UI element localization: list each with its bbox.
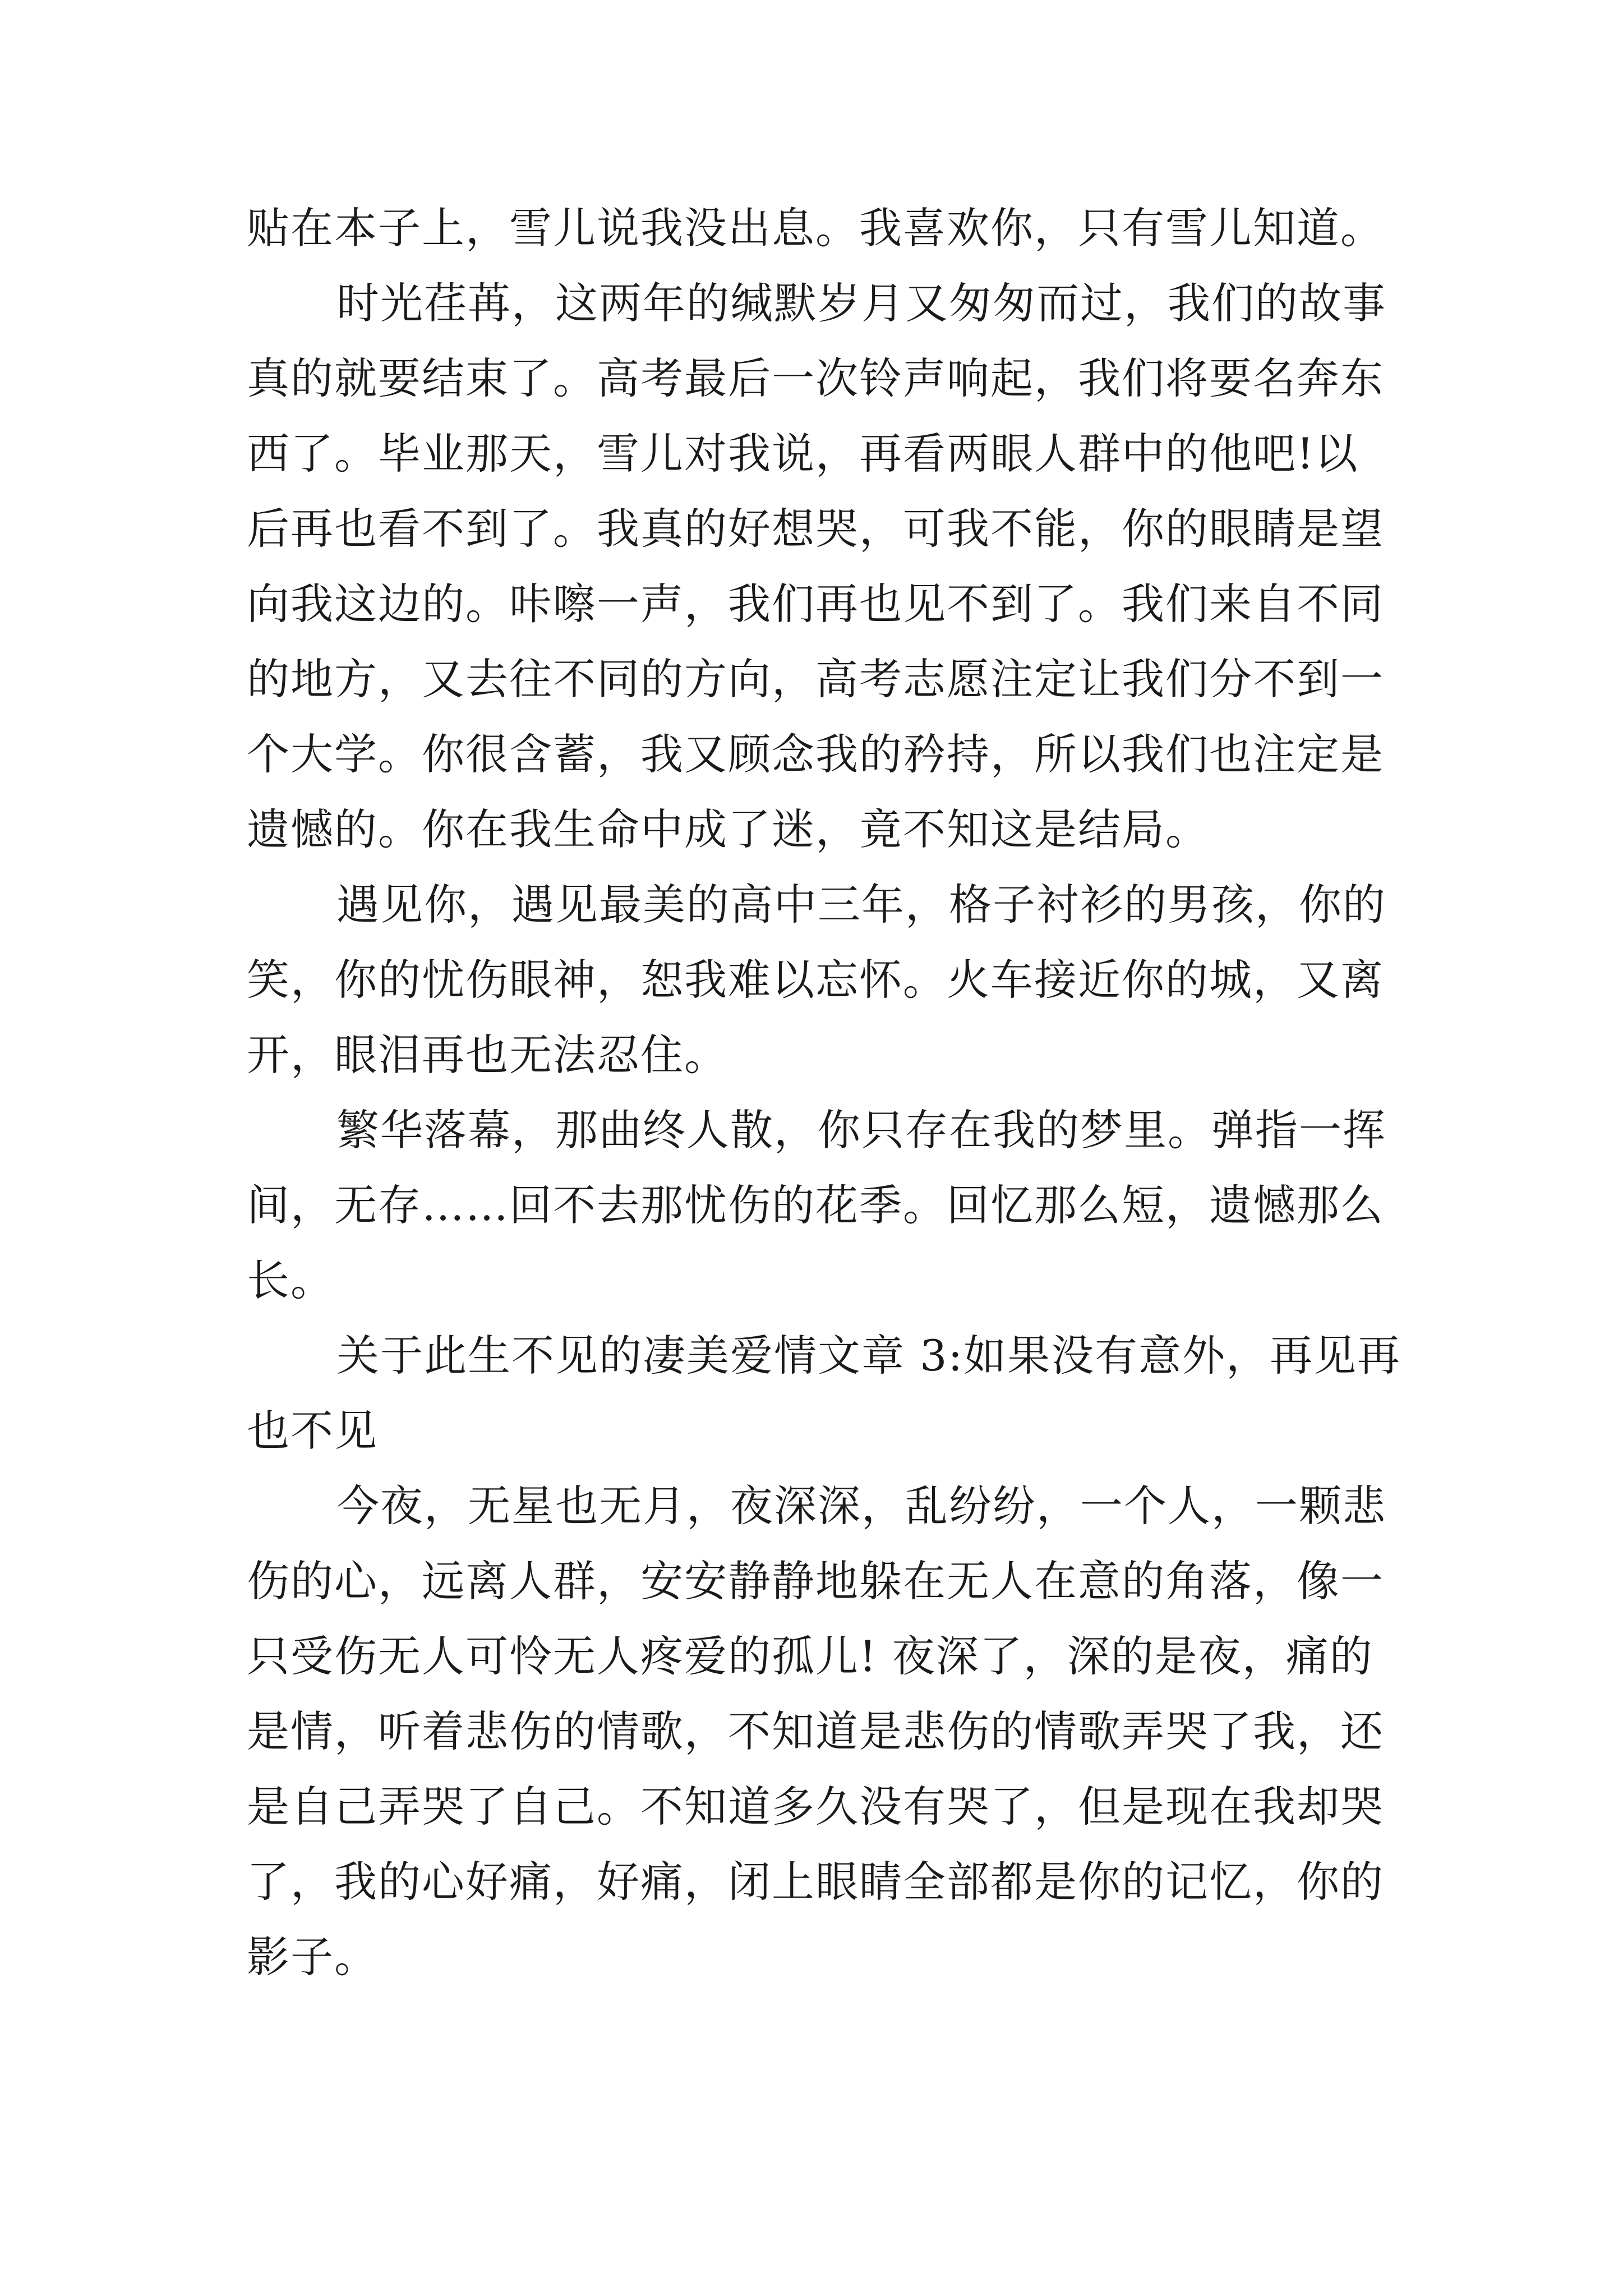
section-heading-line: 关于此生不见的凄美爱情文章 3:如果没有意外，再见再 [336,1331,1401,1381]
text-line: 的地方，又去往不同的方向，高考志愿注定让我们分不到一 [247,654,1384,704]
text-line: 时光荏苒，这两年的缄默岁月又匆匆而过，我们的故事 [336,278,1386,328]
text-line: 是自己弄哭了自己。不知道多久没有哭了，但是现在我却哭 [247,1782,1384,1832]
text-line: 影子。 [247,1932,378,1982]
text-line: 遗憾的。你在我生命中成了迷，竟不知这是结局。 [247,804,1209,854]
text-line: 西了。毕业那天，雪儿对我说，再看两眼人群中的他吧!以 [247,429,1359,478]
text-line: 了，我的心好痛，好痛，闭上眼睛全部都是你的记忆，你的 [247,1857,1384,1907]
text-line: 伤的心，远离人群，安安静静地躲在无人在意的角落，像一 [247,1556,1384,1606]
text-line: 只受伤无人可怜无人疼爱的孤儿! 夜深了，深的是夜，痛的 [247,1631,1373,1681]
section-heading-line: 也不见 [247,1406,378,1456]
text-line: 真的就要结束了。高考最后一次铃声响起，我们将要名奔东 [247,353,1384,403]
text-line: 个大学。你很含蓄，我又顾念我的矜持，所以我们也注定是 [247,729,1384,779]
text-line: 笑，你的忧伤眼神，恕我难以忘怀。火车接近你的城，又离 [247,955,1384,1005]
article-body [247,191,1401,1995]
text-line: 是情，听着悲伤的情歌，不知道是悲伤的情歌弄哭了我，还 [247,1706,1384,1756]
text-line: 开，眼泪再也无法忍住。 [247,1030,728,1080]
text-line: 遇见你，遇见最美的高中三年，格子衬衫的男孩，你的 [336,880,1386,930]
text-line: 后再也看不到了。我真的好想哭，可我不能，你的眼睛是望 [247,504,1384,554]
text-line: 向我这边的。咔嚓一声，我们再也见不到了。我们来自不同 [247,579,1384,629]
text-line: 贴在本子上，雪儿说我没出息。我喜欢你，只有雪儿知道。 [247,203,1384,253]
text-line: 繁华落幕，那曲终人散，你只存在我的梦里。弹指一挥 [336,1105,1386,1155]
text-line: 间，无存……回不去那忧伤的花季。回忆那么短，遗憾那么 [247,1180,1384,1230]
text-line: 今夜，无星也无月，夜深深，乱纷纷，一个人，一颗悲 [336,1481,1386,1531]
text-line: 长。 [247,1255,334,1305]
